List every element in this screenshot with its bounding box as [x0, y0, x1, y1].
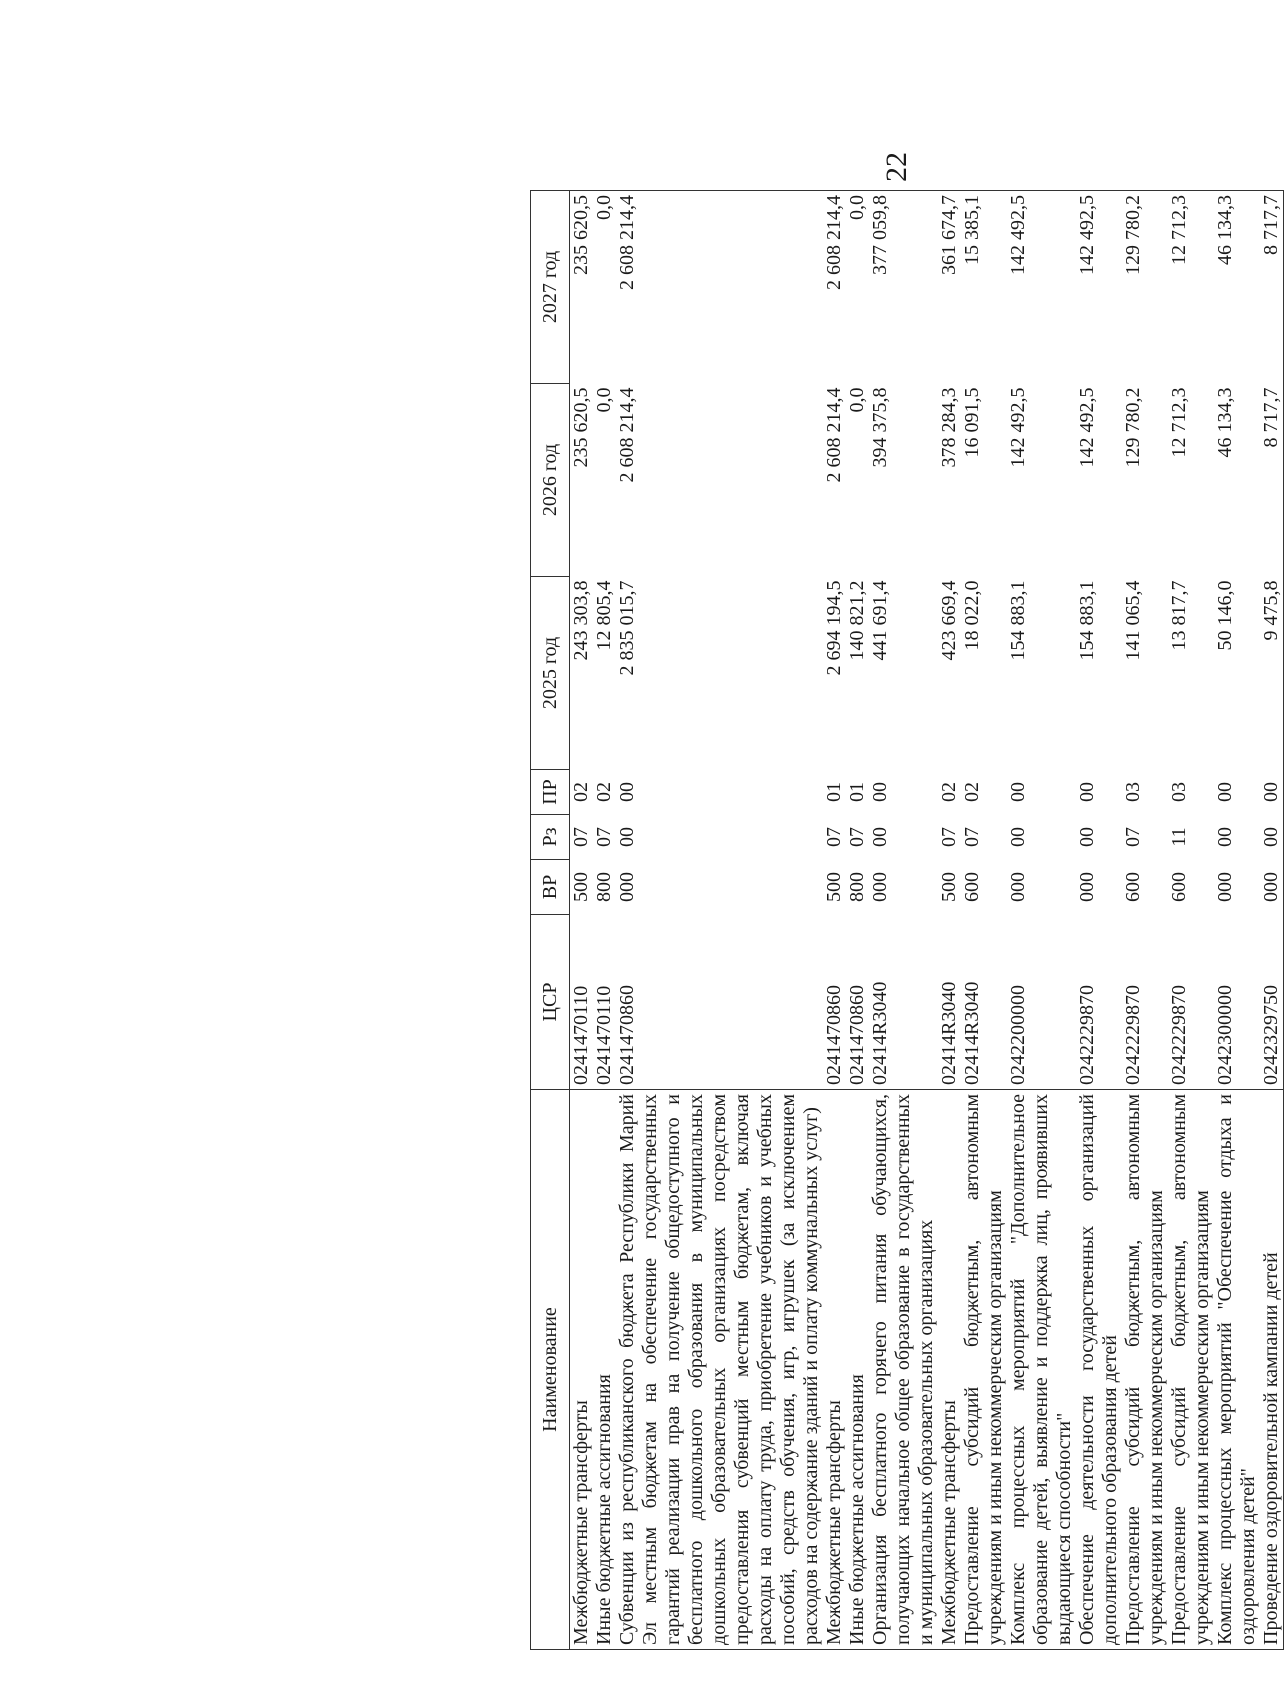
- cell-2025: 2 694 194,5: [823, 580, 845, 676]
- cell-csr: 0241470860: [846, 985, 868, 1085]
- cell-csr: 02414R3040: [961, 981, 983, 1085]
- cell-rz: 00: [1007, 827, 1029, 847]
- cell-csr: 02414R3040: [938, 981, 960, 1085]
- table-row: [1168, 191, 1214, 1650]
- cell-2027: 377 059,8: [869, 191, 938, 384]
- cell-2026: 16 091,5: [961, 387, 983, 458]
- cell-vr: 000: [869, 872, 891, 902]
- cell-2026: 0,0: [593, 387, 615, 413]
- cell-2025: 18 022,0: [961, 580, 983, 651]
- header-vr: ВР: [531, 860, 570, 915]
- cell-2026: 235 620,5: [570, 387, 592, 468]
- table-row: [570, 191, 594, 1650]
- cell-2027: 142 492,5: [1076, 191, 1122, 384]
- page-number: 22: [880, 152, 913, 182]
- cell-name: Иные бюджетные ассигнования: [846, 1090, 869, 1650]
- cell-2025: 9 475,8: [1260, 577, 1284, 770]
- cell-2026: 8 717,7: [1260, 384, 1284, 577]
- cell-name: Межбюджетные трансферты: [823, 1090, 846, 1650]
- header-pr: ПР: [531, 770, 570, 815]
- table-row: [1214, 191, 1260, 1650]
- cell-pr: 00: [616, 782, 638, 802]
- cell-2027: 8 717,7: [1260, 191, 1284, 384]
- cell-2026: 12 712,3: [1168, 387, 1190, 458]
- cell-name: Иные бюджетные ассигнования: [593, 1090, 616, 1650]
- cell-2026: 129 780,2: [1122, 387, 1144, 468]
- cell-pr: 03: [1122, 782, 1144, 802]
- cell-pr: 00: [1007, 782, 1029, 802]
- cell-vr: 500: [938, 872, 960, 902]
- cell-csr: 0242229870: [1168, 985, 1190, 1085]
- cell-name: Комплекс процессных мероприятий "Обеспечение отдыха и оздоровления детей": [1214, 1090, 1260, 1650]
- cell-vr: 000: [1260, 860, 1284, 915]
- cell-2027: 0,0: [593, 191, 616, 384]
- cell-vr: 000: [1007, 872, 1029, 902]
- cell-2027: 235 620,5: [570, 191, 594, 384]
- cell-name: Обеспечение деятельности государственных организаций дополнительного образования детей: [1076, 1090, 1122, 1650]
- cell-2026: 378 284,3: [938, 387, 960, 468]
- cell-2025: 243 303,8: [570, 580, 592, 661]
- table-row: [1122, 191, 1168, 1650]
- header-2025: 2025 год: [531, 577, 570, 770]
- cell-pr: 00: [1076, 782, 1098, 802]
- cell-rz: 07: [938, 827, 960, 847]
- cell-2026: 394 375,8: [869, 387, 891, 468]
- cell-pr: 02: [961, 782, 983, 802]
- table-row: [869, 191, 938, 1650]
- cell-rz: 00: [869, 827, 891, 847]
- header-name: Наименование: [531, 1090, 570, 1650]
- cell-pr: 00: [869, 782, 891, 802]
- cell-rz: 00: [1260, 815, 1284, 860]
- cell-rz: 07: [593, 827, 615, 847]
- cell-vr: 600: [961, 872, 983, 902]
- cell-vr: 000: [1076, 872, 1098, 902]
- cell-name: Комплекс процессных мероприятий "Дополнительное образование детей, выявление и поддержка лиц, проявивших выдающиеся способности": [1007, 1090, 1076, 1650]
- table-header-row: [531, 191, 570, 1650]
- cell-csr: 0241470110: [570, 985, 592, 1085]
- cell-name: Межбюджетные трансферты: [938, 1090, 961, 1650]
- cell-csr: 0242229870: [1076, 985, 1098, 1085]
- cell-rz: 00: [1076, 827, 1098, 847]
- cell-2027: 46 134,3: [1214, 191, 1260, 384]
- cell-2025: 154 883,1: [1076, 580, 1098, 661]
- cell-2025: 141 065,4: [1122, 580, 1144, 661]
- budget-table: [530, 190, 1284, 1650]
- cell-name: Субвенции из республиканского бюджета Республики Марий Эл местным бюджетам на обеспечение государственных гарантий реализации прав на получение общедоступного и бесплатного дошкольного образования в муниципальных дошкольных образовательных организациях посредством предоставления субвенций местным бюджетам, включая расходы на оплату труда, приобретение учебников и учебных пособий, средств обучения, игр, игрушек (за исключением расходов на содержание зданий и оплату коммунальных услуг): [616, 1090, 823, 1650]
- cell-2026: 0,0: [846, 387, 868, 413]
- cell-2026: 142 492,5: [1007, 387, 1029, 468]
- cell-2027: 142 492,5: [1007, 191, 1076, 384]
- rotated-table-sheet: [530, 190, 1282, 1650]
- cell-2027: 2 608 214,4: [823, 191, 846, 384]
- cell-vr: 000: [616, 872, 638, 902]
- cell-rz: 07: [823, 827, 845, 847]
- cell-csr: 0241470860: [616, 985, 638, 1085]
- table-row: [1076, 191, 1122, 1650]
- cell-2027: 129 780,2: [1122, 191, 1168, 384]
- cell-vr: 500: [570, 872, 592, 902]
- table-row: [823, 191, 846, 1650]
- cell-pr: 02: [570, 782, 592, 802]
- cell-pr: 02: [593, 782, 615, 802]
- cell-rz: 11: [1168, 827, 1190, 847]
- table-row: [938, 191, 961, 1650]
- cell-csr: 0241470110: [593, 985, 615, 1085]
- cell-rz: 07: [846, 827, 868, 847]
- cell-csr: 0241470860: [823, 985, 845, 1085]
- cell-2027: 361 674,7: [938, 191, 961, 384]
- cell-2025: 50 146,0: [1214, 580, 1236, 651]
- table-row: [1007, 191, 1076, 1650]
- cell-vr: 800: [593, 872, 615, 902]
- cell-2025: 13 817,7: [1168, 580, 1190, 651]
- cell-2027: 0,0: [846, 191, 869, 384]
- cell-csr: 0242329750: [1260, 915, 1284, 1090]
- cell-vr: 000: [1214, 872, 1236, 902]
- cell-csr: 0242300000: [1214, 985, 1236, 1085]
- cell-pr: 01: [846, 782, 868, 802]
- header-2026: 2026 год: [531, 384, 570, 577]
- cell-2026: 142 492,5: [1076, 387, 1098, 468]
- header-rz: Рз: [531, 815, 570, 860]
- cell-name: Предоставление субсидий бюджетным, автономным учреждениям и иным некоммерческим организациям: [1168, 1090, 1214, 1650]
- cell-csr: 0242229870: [1122, 985, 1144, 1085]
- table-row: [846, 191, 869, 1650]
- cell-vr: 600: [1122, 872, 1144, 902]
- cell-2026: 2 608 214,4: [616, 387, 638, 483]
- cell-2025: 154 883,1: [1007, 580, 1029, 661]
- table-row: [616, 191, 823, 1650]
- cell-2027: 2 608 214,4: [616, 191, 823, 384]
- cell-rz: 07: [570, 827, 592, 847]
- cell-name: Предоставление субсидий бюджетным, автономным учреждениям и иным некоммерческим организациям: [961, 1090, 1007, 1650]
- table-row: [593, 191, 616, 1650]
- cell-pr: 00: [1214, 782, 1236, 802]
- cell-2027: 12 712,3: [1168, 191, 1214, 384]
- cell-pr: 02: [938, 782, 960, 802]
- cell-csr: 02414R3040: [869, 981, 891, 1085]
- cell-name: Предоставление субсидий бюджетным, автономным учреждениям и иным некоммерческим организациям: [1122, 1090, 1168, 1650]
- cell-vr: 600: [1168, 872, 1190, 902]
- cell-2025: 423 669,4: [938, 580, 960, 661]
- cell-pr: 01: [823, 782, 845, 802]
- cell-pr: 00: [1260, 770, 1284, 815]
- cell-2025: 2 835 015,7: [616, 580, 638, 676]
- table-body: [570, 191, 1284, 1650]
- cell-vr: 800: [846, 872, 868, 902]
- header-2027: 2027 год: [531, 191, 570, 384]
- cell-rz: 00: [616, 827, 638, 847]
- cell-vr: 500: [823, 872, 845, 902]
- cell-rz: 07: [1122, 827, 1144, 847]
- cell-2027: 15 385,1: [961, 191, 1007, 384]
- header-csr: ЦСР: [531, 915, 570, 1090]
- cell-csr: 0242200000: [1007, 985, 1029, 1085]
- cell-2026: 2 608 214,4: [823, 387, 845, 483]
- cell-rz: 00: [1214, 827, 1236, 847]
- table-row: [1260, 191, 1284, 1650]
- cell-2026: 46 134,3: [1214, 387, 1236, 458]
- table-row: [961, 191, 1007, 1650]
- cell-name: Межбюджетные трансферты: [570, 1090, 594, 1650]
- cell-pr: 03: [1168, 782, 1190, 802]
- cell-2025: 441 691,4: [869, 580, 891, 661]
- cell-rz: 07: [961, 827, 983, 847]
- cell-2025: 140 821,2: [846, 580, 868, 661]
- cell-name: Проведение оздоровительной кампании детей: [1260, 1090, 1284, 1650]
- cell-2025: 12 805,4: [593, 580, 615, 651]
- cell-name: Организация бесплатного горячего питания обучающихся, получающих начальное общее образование в государственных и муниципальных образовательных организациях: [869, 1090, 938, 1650]
